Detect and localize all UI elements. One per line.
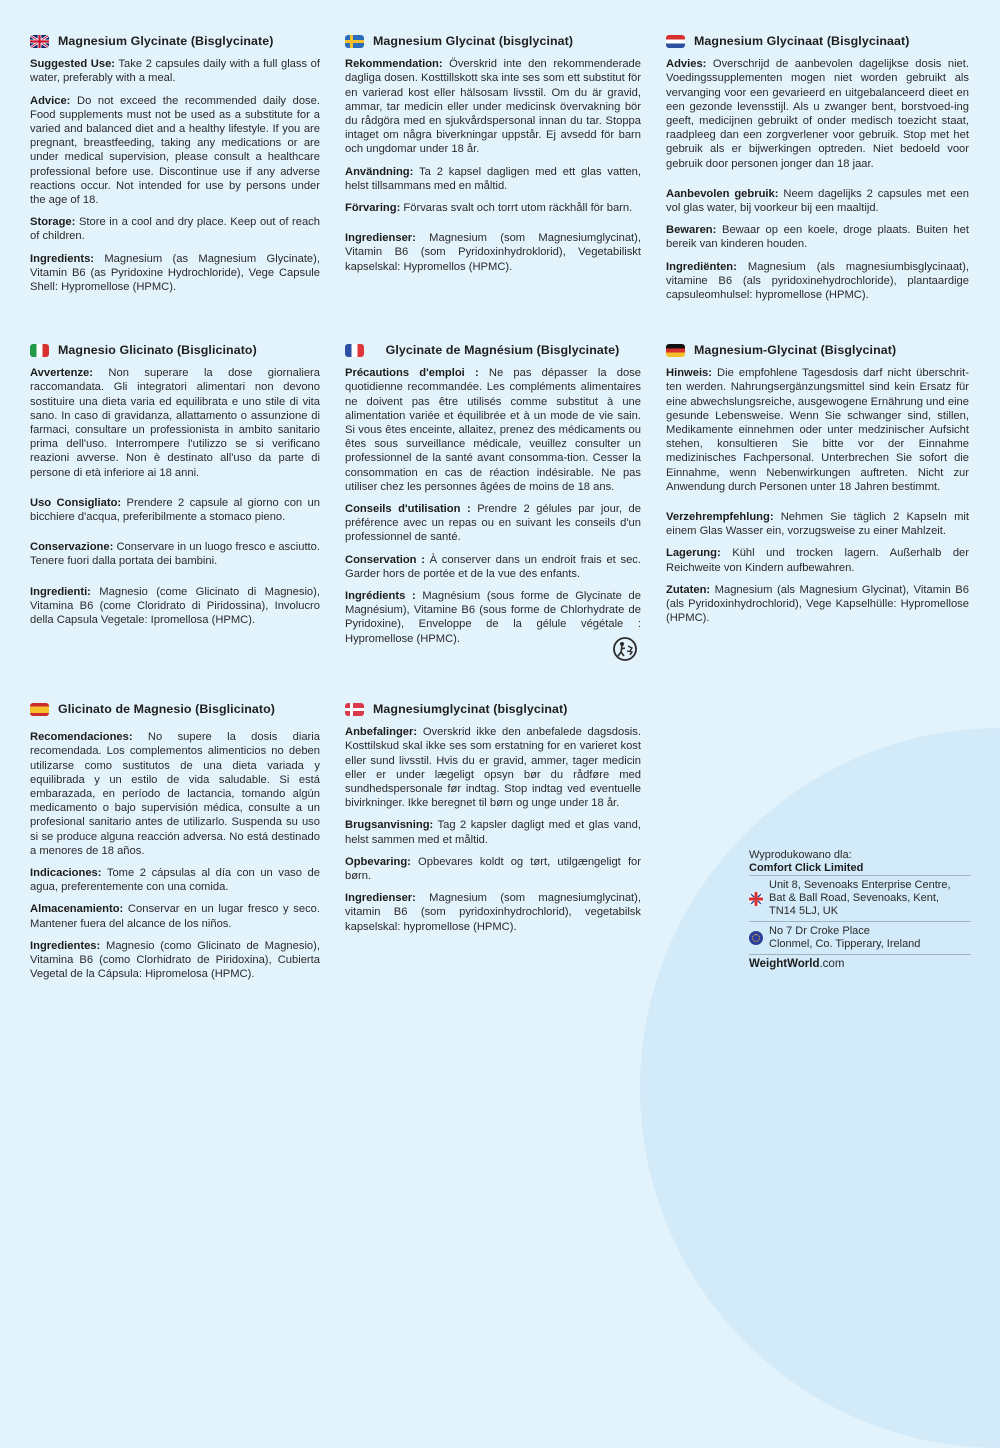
germany-flag-icon bbox=[666, 344, 685, 357]
storage: Lagerung: Kühl und trocken lagern. Außerhalb der Reichweite von Kindern aufbewahren. bbox=[666, 547, 969, 574]
section-title: Magnesium Glycinat (bisglycinat) bbox=[345, 34, 641, 48]
section-german bbox=[666, 343, 969, 633]
section-title: Magnesium Glycinate (Bisglycinate) bbox=[30, 34, 320, 48]
usage-advice: Conseils d'utilisation : Prendre 2 gélules par jour, de préférence avec un repas ou en suivant les conseils d'un professionnel de santé. bbox=[345, 503, 641, 544]
directions: Brugsanvisning: Tag 2 kapsler dagligt med et glas vand, helst sammen med et måltid. bbox=[345, 819, 641, 846]
section-dutch bbox=[666, 34, 969, 310]
storage: Storage: Store in a cool and dry place. Keep out of reach of children. bbox=[30, 216, 320, 243]
storage: Bewaren: Bewaar op een koele, droge plaats. Buiten het bereik van kinderen houden. bbox=[666, 224, 969, 251]
ingredients: Ingredienser: Magnesium (som magnesiumglycinat), vitamin B6 (som pyridoxinhydrochlorid), vegetabilsk kapselskal: hypromellose (HPMC). bbox=[345, 892, 641, 933]
recommendations: Anbefalinger: Overskrid ikke den anbefalede dagsdosis. Kosttilskud skal ikke ses som erstatning for en varieret kost eller sund livsstil. Hvis du er gravid, ammer, tager medicin eller er under lægeligt opsyn bør du rådføre med sundhedspersonale før indtag. Stop indtag ved eventuelle bivirkninger. Ikke beregnet til børn og unge under 18 år. bbox=[345, 726, 641, 810]
ingredients: Ingredients: Magnesium (as Magnesium Glycinate), Vitamin B6 (as Pyridoxine Hydrochloride), Vege Capsule Shell: Hypromellose (HPMC). bbox=[30, 252, 320, 294]
recommended-intake: Verzehrempfehlung: Nehmen Sie täglich 2 Kapseln mit einem Glas Wasser ein, vorzugsweise zu einer Mahlzeit. bbox=[666, 511, 969, 538]
section-title: Glicinato de Magnesio (Bisglicinato) bbox=[30, 702, 320, 716]
uk-address: Unit 8, Sevenoaks Enterprise Centre, Bat & Ball Road, Sevenoaks, Kent, TN14 5LJ, UK bbox=[749, 875, 971, 921]
ingredients: Ingrédients : Magnésium (sous forme de Glycinate de Magnésium), Vitamine B6 (sous forme de Chlorhydrate de Pyridoxine), Enveloppe de la gélule végétale : Hypromellose (HPMC). bbox=[345, 590, 641, 645]
section-title: Magnesium-Glycinat (Bisglycinat) bbox=[666, 343, 969, 357]
ingredients: Ingrediënten: Magnesium (als magnesiumbisglycinaat), vitamine B6 (als pyridoxinehydrochloride), plantaardige capsuleomhulsel: hypromellose (HPMC). bbox=[666, 260, 969, 302]
company-name: Comfort Click Limited bbox=[749, 862, 864, 874]
italy-flag-icon bbox=[30, 344, 49, 357]
section-title: Magnesium Glycinaat (Bisglycinaat) bbox=[666, 34, 969, 48]
section-swedish bbox=[345, 34, 641, 282]
uk-flag-icon bbox=[749, 892, 763, 906]
made-for-label: Wyprodukowano dla: bbox=[749, 849, 852, 861]
precautions: Précautions d'emploi : Ne pas dépasser la dose quotidienne recommandée. Les compléments alimentaires ne doivent pas être utilisés comme substitut à une alimentation variée et équilibrée et à un mode de vie sain. Si vous êtes enceinte, allaitez, prenez des médicaments ou êtes sous surveillance médicale, veuillez consulter un professionnel de la santé avant consomma-tion. Cesser la consommation en cas de réaction indésirable. Ne pas utiliser chez les personnes âgées de moins de 18 ans. bbox=[345, 367, 641, 493]
notice: Hinweis: Die empfohlene Tagesdosis darf nicht überschrit-ten werden. Nahrungsergänzungsmittel sind kein Ersatz für eine abwechslungsreiche, ausgewogene Ernährung und eine gesunde Lebensweise. Wenn Sie schwanger sind, stillen, Medikamente einnehmen oder unter medzinischer Aufsicht stehen, konsultieren Sie bitte vor der Einnahme medizinisches Fachpersonal. Unterbrechen Sie sofort die Einnahme, wenn Nebenwirkungen auftreten. Nicht zur Anwendung durch Personen unter 18 Jahren bestimmt. bbox=[666, 367, 969, 493]
section-french bbox=[345, 343, 641, 654]
storage: Opbevaring: Opbevares koldt og tørt, utilgængeligt for børn. bbox=[345, 855, 641, 883]
section-danish bbox=[345, 702, 641, 942]
triman-recycle-icon bbox=[612, 636, 638, 662]
recommendations: Recomendaciones: No supere la dosis diaria recomendada. Los complementos alimenticios no deben utilizarse como sustitutos de una dieta variada y equilibrada y un estilo de vida saludable. Si está embarazada, en período de lactancia, tomando algún medicamento o bajo supervisión médica, consulte a un profesional sanitario antes de utilizarlo. Suspenda su uso si se produce alguna reacción adversa. No está destinado a menores de 18 años. bbox=[30, 731, 320, 857]
section-spanish bbox=[30, 702, 320, 989]
decorative-background-circle bbox=[640, 728, 1000, 1448]
advice: Advice: Do not exceed the recommended daily dose. Food supplements must not be used as a substitute for a varied and balanced diet and a healthy lifestyle. If you are pregnant, breastfeeding, taking any medications or are under medical supervision, please consult a healthcare professional before use. Discontinue use if any adverse reactions occur. Not intended for use by persons under the age of 18. bbox=[30, 94, 320, 207]
section-title: Glycinate de Magnésium (Bisglycinate) bbox=[345, 343, 641, 357]
ingredients: Ingredienser: Magnesium (som Magnesiumglycinat), Vitamin B6 (som Pyridoxinhydroklorid), Vegetabiliskt kapselskal: Hypromellos (HPMC). bbox=[345, 232, 641, 273]
storage: Almacenamiento: Conservar en un lugar fresco y seco. Mantener fuera del alcance de los niños. bbox=[30, 903, 320, 930]
suggested-use: Suggested Use: Take 2 capsules daily with a full glass of water, preferably with a meal. bbox=[30, 58, 321, 85]
storage: Conservazione: Conservare in un luogo fresco e asciutto. Tenere fuori dalla portata dei bambini. bbox=[30, 541, 320, 568]
directions: Indicaciones: Tome 2 cápsulas al día con un vaso de agua, preferentemente con una comida. bbox=[30, 867, 320, 894]
eu-address: No 7 Dr Croke Place Clonmel, Co. Tipperary, Ireland bbox=[749, 921, 971, 954]
section-title: Magnesio Glicinato (Bisglicinato) bbox=[30, 343, 320, 357]
section-italian bbox=[30, 343, 320, 635]
ingredients: Ingredienti: Magnesio (come Glicinato di Magnesio), Vitamina B6 (come Cloridrato di Piridossina), Involucro della Capsula Vegetale: Ipromellosa (HPMC). bbox=[30, 585, 320, 627]
denmark-flag-icon bbox=[345, 703, 364, 716]
ingredients: Ingredientes: Magnesio (como Glicinato de Magnesio), Vitamina B6 (como Clorhidrato de Piridoxina), Cubierta Vegetal de la Cápsula: Hipromelosa (HPMC). bbox=[30, 939, 320, 981]
usage: Användning: Ta 2 kapsel dagligen med ett glas vatten, helst tillsammans med en måltid. bbox=[345, 165, 641, 192]
ingredients: Zutaten: Magnesium (als Magnesium Glycinat), Vitamin B6 (als Pyridoxinhydrochlorid), Vege Kapselhülle: Hypromellose (HPMC). bbox=[666, 583, 969, 625]
sweden-flag-icon bbox=[345, 35, 364, 48]
spain-flag-icon bbox=[30, 703, 49, 716]
section-title: Magnesiumglycinat (bisglycinat) bbox=[345, 702, 641, 716]
recommended-use: Uso Consigliato: Prendere 2 capsule al giorno con un bicchiere d'acqua, preferibilmente a stomaco pieno. bbox=[30, 496, 320, 524]
netherlands-flag-icon bbox=[666, 35, 685, 48]
recommendation: Rekommendation: Överskrid inte den rekommenderade dagliga dosen. Kosttillskott ska inte ses som ett substitut för en varierad kost eller hälsosam livsstil. Om du är gravid, ammar, tar medicin eller under medicinsk övervakning bör du rådgöra med en sjukvårdspersonal innan du tar. Stoppa intaget om några biverkningar uppstår. Ej avsedd för barn och ungdomar under 18 år. bbox=[345, 58, 641, 156]
advice: Advies: Overschrijd de aanbevolen dagelijkse dosis niet. Voedingssupplementen mogen niet worden gebruikt als vervanging voor een gevarieerd en uitgebalanceerd dieet en een gezonde levensstijl. Als u zwanger bent, borstvoed-ing geeft, medicijnen gebruikt of onder medisch toezicht staat, raadpleeg dan een zorgverlener voor gebruik. Stop met het gebruik als er bijwerkingen optreden. Niet bedoeld voor gebruik door personen jonger dan 18 jaar. bbox=[666, 58, 969, 170]
manufacturer-info bbox=[749, 849, 971, 971]
brand-website: WeightWorld.com bbox=[749, 954, 971, 971]
eu-flag-icon bbox=[749, 931, 763, 945]
storage: Förvaring: Förvaras svalt och torrt utom räckhåll för barn. bbox=[345, 202, 633, 215]
warnings: Avvertenze: Non superare la dose giornaliera raccomandata. Gli integratori alimentari non devono sostituire una dieta varia ed equilibrata e uno stile di vita sano. In caso di gravidanza, allattamento o assunzione di farmaci, consultare un professionista in ambito sanitario prima dell'uso. Interrompere l'utilizzo se si verificano reazioni avverse. Non è destinato all'uso da parte di persone di età inferiore ai 18 anni. bbox=[30, 367, 320, 479]
recommended-use: Aanbevolen gebruik: Neem dagelijks 2 capsules met een vol glas water, bij voorkeur bij een maaltijd. bbox=[666, 187, 970, 215]
storage: Conservation : À conserver dans un endroit frais et sec. Garder hors de portée et de la vue des enfants. bbox=[345, 553, 641, 580]
uk-flag-icon bbox=[30, 35, 49, 48]
france-flag-icon bbox=[345, 344, 364, 357]
section-english bbox=[30, 34, 320, 302]
